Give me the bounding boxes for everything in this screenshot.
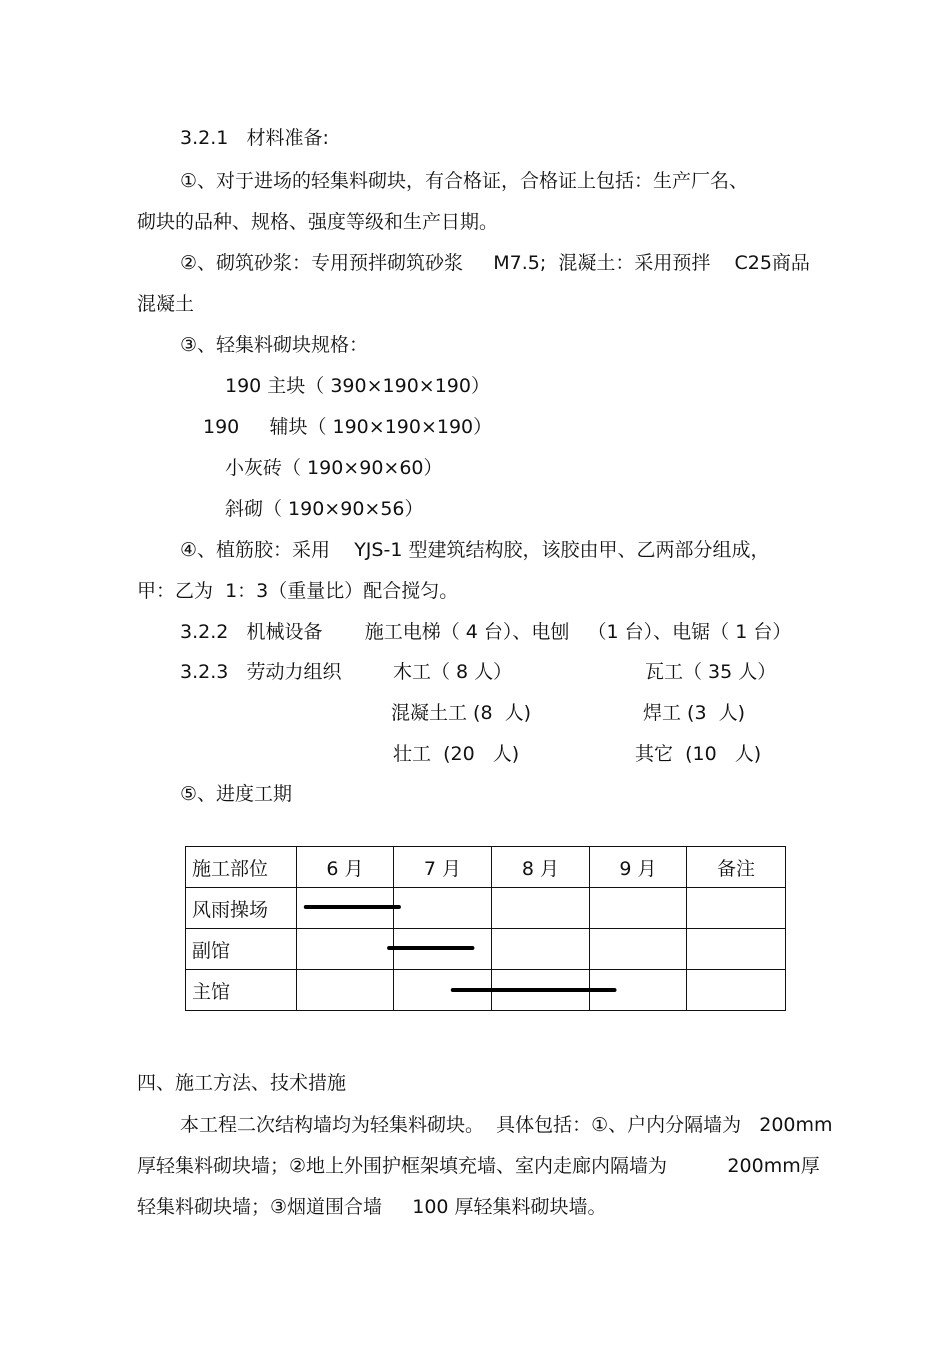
table-cell (590, 929, 687, 970)
table-row (186, 888, 786, 929)
spec-slant-block: 斜砌（ 190×90×56） (225, 498, 424, 520)
header-cell: 6 月 (297, 847, 394, 888)
header-cell: 备注 (687, 847, 786, 888)
table-cell (687, 970, 786, 1011)
worker-mason: 瓦工（ 35 人） (645, 661, 777, 683)
header-cell: 7 月 (394, 847, 492, 888)
worker-welder: 焊工 (3 人) (643, 702, 746, 724)
row-label: 副馆 (186, 929, 297, 970)
section-4-para-line1: 本工程二次结构墙均为轻集料砌块。 具体包括：①、户内分隔墙为 200mm (180, 1114, 833, 1136)
table-cell (687, 929, 786, 970)
spec-main-block: 190 主块（ 390×190×190） (225, 375, 490, 397)
table-cell (394, 970, 492, 1011)
item4-line2: 甲：乙为 1：3（重量比）配合搅匀。 (137, 580, 459, 602)
item1-line2: 砌块的品种、规格、强度等级和生产日期。 (137, 211, 499, 233)
worker-concrete: 混凝土工 (8 人) (391, 702, 532, 724)
item1-line1: ①、对于进场的轻集料砌块，有合格证，合格证上包括：生产厂名、 (180, 170, 749, 192)
section-4-para-line3: 轻集料砌块墙；③烟道围合墙 100 厚轻集料砌块墙。 (137, 1196, 607, 1218)
item3: ③、轻集料砌块规格： (180, 334, 369, 356)
table-cell (492, 888, 590, 929)
table-cell (297, 929, 394, 970)
worker-other: 其它 (10 人) (635, 743, 762, 765)
table-cell (492, 929, 590, 970)
table-cell (297, 970, 394, 1011)
header-cell: 9 月 (590, 847, 687, 888)
item2-line1: ②、砌筑砂浆：专用预拌砌筑砂浆 M7.5; 混凝土：采用预拌 C25商品 (180, 252, 810, 274)
table-cell (394, 929, 492, 970)
header-cell: 施工部位 (186, 847, 297, 888)
item4-line1: ④、植筋胶：采用 YJS-1 型建筑结构胶，该胶由甲、乙两部分组成， (180, 539, 770, 561)
header-cell: 8 月 (492, 847, 590, 888)
table-cell (590, 970, 687, 1011)
table-cell (590, 888, 687, 929)
table-row (186, 970, 786, 1011)
table-row (186, 929, 786, 970)
schedule-header-row (186, 847, 786, 888)
table-cell (687, 888, 786, 929)
section-322-equipment: 3.2.2 机械设备 施工电梯（ 4 台）、电刨 （1 台）、电锯（ 1 台） (180, 621, 792, 643)
table-cell (394, 888, 492, 929)
section-4-heading: 四、施工方法、技术措施 (137, 1072, 347, 1094)
row-label: 风雨操场 (186, 888, 297, 929)
item2-line2: 混凝土 (137, 293, 195, 315)
row-label: 主馆 (186, 970, 297, 1011)
spec-aux-block: 190 辅块（ 190×190×190） (203, 416, 493, 438)
section-4-para-line2: 厚轻集料砌块墙；②地上外围护框架填充墙、室内走廊内隔墙为 200mm厚 (137, 1155, 820, 1177)
worker-carpenter: 木工（ 8 人） (393, 661, 513, 683)
schedule-table (185, 846, 786, 1011)
item5-schedule-heading: ⑤、进度工期 (180, 783, 293, 805)
table-cell (297, 888, 394, 929)
worker-laborer: 壮工 (20 人) (393, 743, 520, 765)
spec-small-brick: 小灰砖（ 190×90×60） (225, 457, 443, 479)
section-323-heading: 3.2.3 劳动力组织 (180, 661, 342, 683)
section-321-heading: 3.2.1 材料准备: (180, 127, 329, 149)
table-cell (492, 970, 590, 1011)
